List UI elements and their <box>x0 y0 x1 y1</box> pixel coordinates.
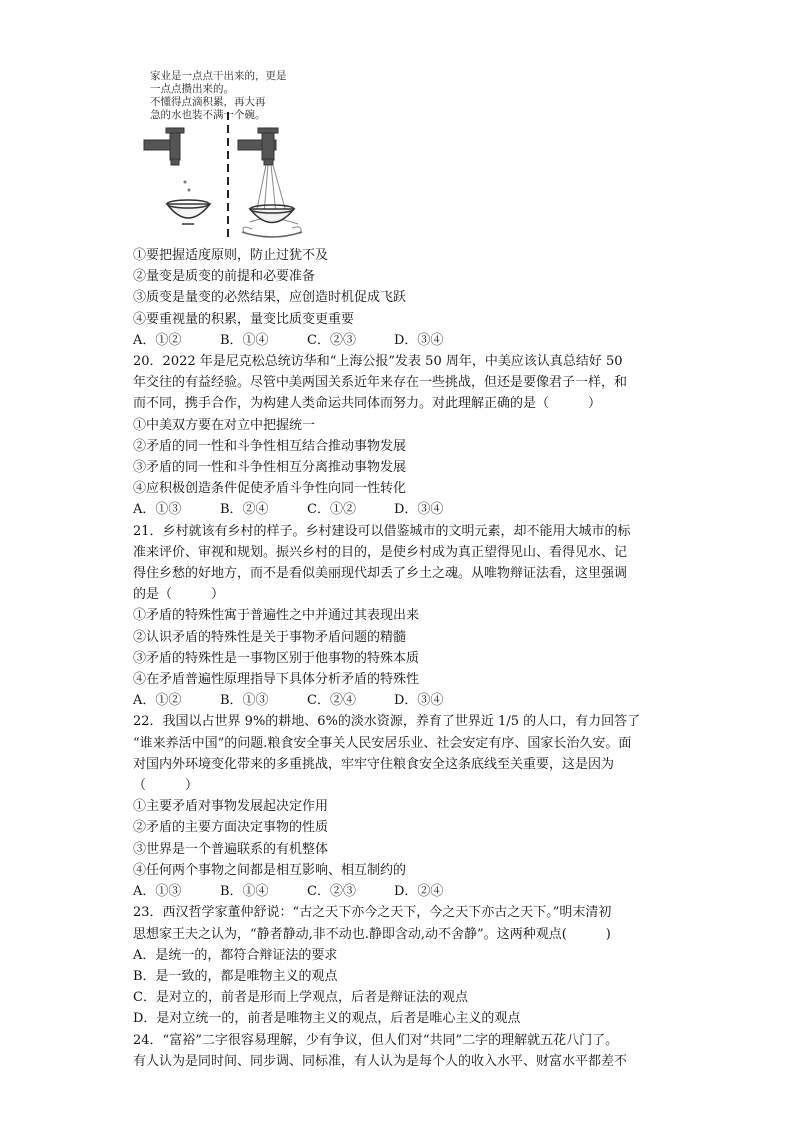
q22-answer-row <box>133 881 673 902</box>
q19-option: ②量变是质变的前提和必要准备 <box>133 269 316 285</box>
q20-stem: 而不同，携手合作，为构建人类命运共同体而努力。对此理解正确的是（ ） <box>133 396 602 412</box>
answer-choice: B．②④ <box>220 502 269 518</box>
answer-choice: A．①② <box>133 332 182 348</box>
caption-line: 家业是一点点干出来的，更是 <box>150 70 287 82</box>
answer-choice: B．①③ <box>220 693 269 709</box>
right-bowl-icon <box>242 205 302 237</box>
q19-option: ③质变是量变的必然结果，应创造时机促成飞跃 <box>133 290 407 306</box>
q20-option: ①中美双方要在对立中把握统一 <box>133 417 316 433</box>
q20-option: ②矛盾的同一性和斗争性相互结合推动事物发展 <box>133 438 407 454</box>
q22-stem: “谁来养活中国”的问题.粮食安全事关人民安居乐业、社会安定有序、国家长治久安。面 <box>133 735 632 751</box>
answer-choice: D．③④ <box>394 502 444 518</box>
answer-choice: C．②③ <box>307 332 356 348</box>
answer-choice: B．①④ <box>220 884 269 900</box>
q21-stem: 的是（ ） <box>133 587 225 603</box>
q22-stem: 对国内外环境变化带来的多重挑战，牢牢守住粮食安全这条底线至关重要，这是因为 <box>133 756 615 772</box>
answer-choice: D．③④ <box>394 693 444 709</box>
q22-option: ③世界是一个普遍联系的有机整体 <box>133 841 329 857</box>
q21-option: ①矛盾的特殊性寓于普遍性之中并通过其表现出来 <box>133 608 420 624</box>
answer-choice: D．②④ <box>394 884 444 900</box>
q22-stem: 22．我国以占世界 9%的耕地、6%的淡水资源，养育了世界近 1/5 的人口，有力回答了 <box>133 714 641 730</box>
q22-option: ①主要矛盾对事物发展起决定作用 <box>133 799 329 815</box>
answer-choice: C．②④ <box>307 693 356 709</box>
q20-stem: 20．2022 年是尼克松总统访华和“上海公报”发表 50 周年，中美应该认真总结好 50 <box>133 354 623 370</box>
q23-stem: 23．西汉哲学家董仲舒说：“古之天下亦今之天下，今之天下亦古之天下。”明末清初 <box>133 905 612 921</box>
q24-stem: 24．“富裕”二字很容易理解，少有争议，但人们对“共同”二字的理解就五花八门了。 <box>133 1032 619 1048</box>
q22-option: ②矛盾的主要方面决定事物的性质 <box>133 820 329 836</box>
left-bowl-icon <box>167 200 210 224</box>
q23-option: C．是对立的，前者是形而上学观点，后者是辩证法的观点 <box>133 990 468 1006</box>
water-stream-icon <box>243 165 301 234</box>
answer-choice: D．③④ <box>394 332 444 348</box>
q21-option: ④在矛盾普遍性原理指导下具体分析矛盾的特殊性 <box>133 672 420 688</box>
q20-stem: 年交往的有益经验。尽管中美两国关系近年来存在一些挑战，但还是要像君子一样，和 <box>133 375 628 391</box>
water-drops-icon <box>184 181 191 192</box>
left-faucet-icon <box>144 128 184 165</box>
q22-option: ④任何两个事物之间都是相互影响、相互制约的 <box>133 862 407 878</box>
answer-choice: B．①④ <box>220 332 269 348</box>
q23-option: A．是统一的，都符合辩证法的要求 <box>133 947 338 963</box>
q23-stem: 思想家王夫之认为，“静者静动,非不动也.静即含动,动不舍静”。这两种观点( ) <box>133 926 611 942</box>
answer-choice: C．②③ <box>307 884 356 900</box>
q23-option: D．是对立统一的，前者是唯物主义的观点，后者是唯心主义的观点 <box>133 1011 521 1027</box>
q19-answer-row <box>133 330 673 351</box>
q21-stem: 准来评价、审视和规划。振兴乡村的目的，是使乡村成为真正望得见山、看得见水、记 <box>133 544 628 560</box>
q22-stem: （ ） <box>133 778 199 794</box>
q21-option: ③矛盾的特殊性是一事物区别于他事物的特殊本质 <box>133 650 420 666</box>
cartoon-caption <box>150 70 287 122</box>
q20-option: ④应积极创造条件促使矛盾斗争性向同一性转化 <box>133 481 407 497</box>
answer-choice: A．①② <box>133 693 182 709</box>
caption-line: 一点点攒出来的。 <box>150 83 234 95</box>
q21-option: ②认识矛盾的特殊性是关于事物矛盾问题的精髓 <box>133 629 407 645</box>
q21-stem: 得住乡愁的好地方，而不是看似美丽现代却丢了乡土之魂。从唯物辩证法看，这里强调 <box>133 566 628 582</box>
answer-choice: A．①③ <box>133 502 182 518</box>
answer-choice: C．①② <box>307 502 356 518</box>
q19-option: ①要把握适度原则，防止过犹不及 <box>133 248 329 263</box>
q24-stem: 有人认为是同时间、同步调、同标准，有人认为是每个人的收入水平、财富水平都差不 <box>133 1053 628 1069</box>
q21-answer-row <box>133 690 673 711</box>
q21-stem: 21．乡村就该有乡村的样子。乡村建设可以借鉴城市的文明元素，却不能用大城市的标 <box>133 523 631 539</box>
right-faucet-icon <box>238 128 278 165</box>
caption-line: 急的水也装不满一个碗。 <box>150 109 266 121</box>
q20-option: ③矛盾的同一性和斗争性相互分离推动事物发展 <box>133 460 407 476</box>
caption-line: 不懂得点滴积累，再大再 <box>150 96 266 108</box>
q20-answer-row <box>133 499 673 520</box>
q23-option: B．是一致的，都是唯物主义的观点 <box>133 968 338 984</box>
exam-body <box>133 245 673 1072</box>
q19-option: ④要重视量的积累，量变比质变更重要 <box>133 311 355 327</box>
answer-choice: A．①③ <box>133 884 182 900</box>
